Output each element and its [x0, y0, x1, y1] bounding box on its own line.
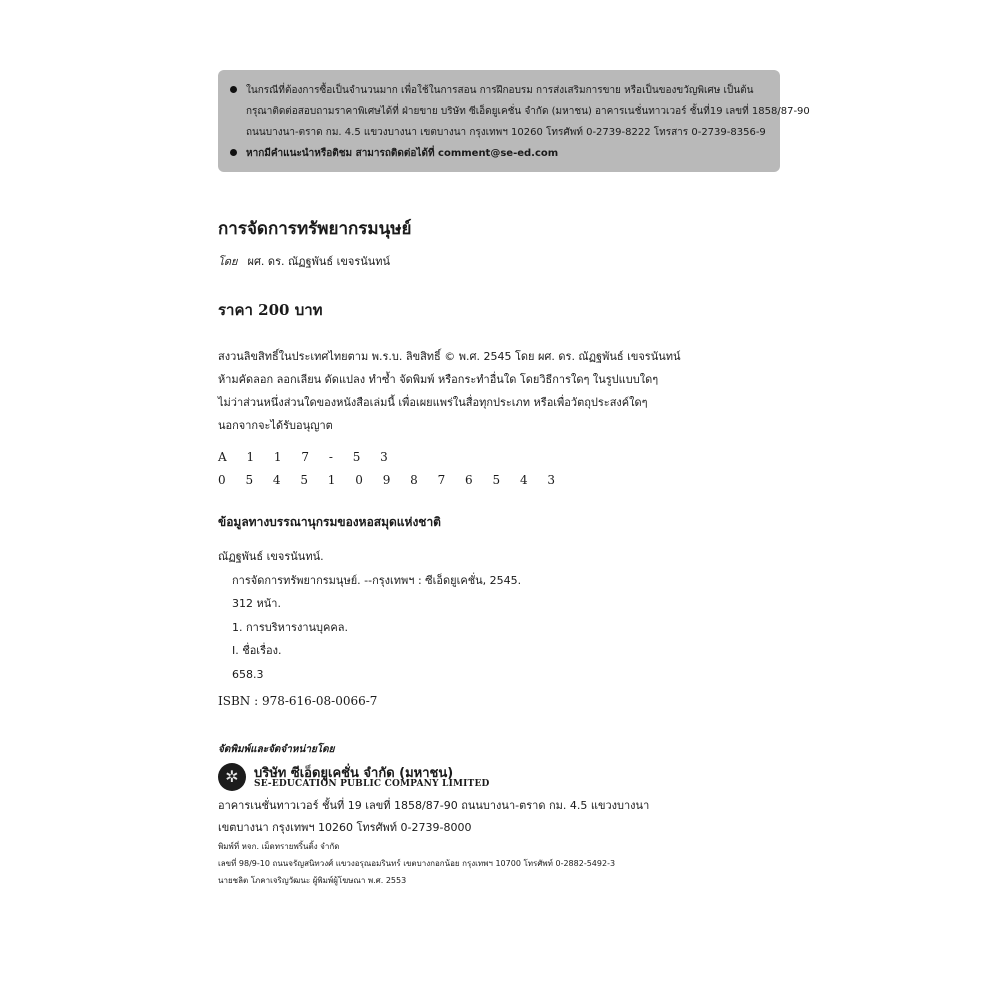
cip-title-entry: I. ชื่อเรื่อง. [232, 644, 282, 657]
printer-line-2: เลขที่ 98/9-10 ถนนจรัญสนิทวงศ์ แขวงอรุณอมรินทร์ เขตบางกอกน้อย กรุงเทพฯ 10700 โทรศัพท์ 0-2882-5492-3 [218, 859, 616, 868]
printer-info [218, 838, 615, 889]
printer-line-1: พิมพ์ที่ หจก. เม็ดทรายพริ้นติ้ง จำกัด [218, 842, 340, 851]
notice-line-1: ในกรณีที่ต้องการซื้อเป็นจำนวนมาก เพื่อใช้ในการสอน การฝึกอบรม การส่งเสริมการขาย หรือเป็นของขวัญพิเศษ เป็นต้น [246, 85, 754, 96]
cip-pages: 312 หน้า. [232, 597, 281, 610]
cip-subject: 1. การบริหารงานบุคคล. [232, 620, 348, 634]
bulk-purchase-notice [218, 70, 810, 172]
publisher-address [218, 795, 649, 839]
cip-block [218, 545, 521, 686]
distributor-heading: จัดพิมพ์และจัดจำหน่ายโดย [218, 744, 335, 755]
book-code: A 1 1 7 - 5 3 [218, 450, 396, 464]
copyright-statement [218, 345, 681, 437]
notice-bullet-1 [230, 80, 810, 143]
copyright-line-1: สงวนลิขสิทธิ์ในประเทศไทยตาม พ.ร.บ. ลิขสิทธิ์ © พ.ศ. 2545 โดย ผศ. ดร. ณัฏฐพันธ์ เขจรนันทน์ [218, 350, 681, 363]
cip-author: ณัฏฐพันธ์ เขจรนันทน์. [218, 550, 324, 563]
by-label: โดย [218, 255, 238, 268]
print-run-code: 0 5 4 5 1 0 9 8 7 6 5 4 3 [218, 473, 564, 487]
notice-line-3: ถนนบางนา-ตราด กม. 4.5 แขวงบางนา เขตบางนา กรุงเทพฯ 10260 โทรศัพท์ 0-2739-8222 โทรสาร 0-2739-8356-9 [246, 127, 766, 138]
cip-heading: ข้อมูลทางบรรณานุกรมของหอสมุดแห่งชาติ [218, 515, 441, 529]
address-line-2: เขตบางนา กรุงเทพฯ 10260 โทรศัพท์ 0-2739-8000 [218, 821, 472, 834]
printer-line-3: นายชลิต โภคาเจริญวัฒนะ ผู้พิมพ์ผู้โฆษณา พ.ศ. 2553 [218, 876, 407, 885]
bullet-icon [230, 86, 237, 93]
cip-title: การจัดการทรัพยากรมนุษย์. --กรุงเทพฯ : ซีเอ็ดยูเคชั่น, 2545. [232, 573, 522, 587]
copyright-line-4: นอกจากจะได้รับอนุญาต [218, 419, 333, 432]
book-author [218, 252, 390, 270]
feedback-contact: หากมีคำแนะนำหรือติชม สามารถติดต่อได้ที่ comment@se-ed.com [246, 148, 559, 159]
book-title: การจัดการทรัพยากรมนุษย์ [218, 219, 412, 239]
author-name: ผศ. ดร. ณัฏฐพันธ์ เขจรนันทน์ [247, 255, 391, 268]
se-ed-logo-icon: ✲ [218, 763, 246, 791]
company-name-english: SE-EDUCATION PUBLIC COMPANY LIMITED [254, 779, 490, 789]
notice-line-2: กรุณาติดต่อสอบถามราคาพิเศษได้ที่ ฝ่ายขาย บริษัท ซีเอ็ดยูเคชั่น จำกัด (มหาชน) อาคารเนชั่นทาวเวอร์ ชั้นที่19 เลขที่ 1858/87-90 [246, 106, 810, 117]
notice-bullet-2 [230, 143, 768, 165]
company-name-thai: บริษัท ซีเอ็ดยูเคชั่น จำกัด (มหาชน) [254, 766, 454, 781]
book-price: ราคา 200 บาท [218, 301, 323, 319]
copyright-line-3: ไม่ว่าส่วนหนึ่งส่วนใดของหนังสือเล่มนี้ เพื่อเผยแพร่ในสื่อทุกประเภท หรือเพื่อวัตถุประสงค์ใดๆ [218, 396, 648, 409]
address-line-1: อาคารเนชั่นทาวเวอร์ ชั้นที่ 19 เลขที่ 1858/87-90 ถนนบางนา-ตราด กม. 4.5 แขวงบางนา [218, 799, 650, 812]
bullet-icon [230, 149, 237, 156]
publisher-brand [218, 763, 518, 791]
isbn: ISBN : 978-616-08-0066-7 [218, 694, 378, 708]
copyright-line-2: ห้ามคัดลอก ลอกเลียน ดัดแปลง ทำซ้ำ จัดพิมพ์ หรือกระทำอื่นใด โดยวิธีการใดๆ ในรูปแบบใดๆ [218, 373, 659, 386]
cip-class-number: 658.3 [232, 667, 264, 681]
